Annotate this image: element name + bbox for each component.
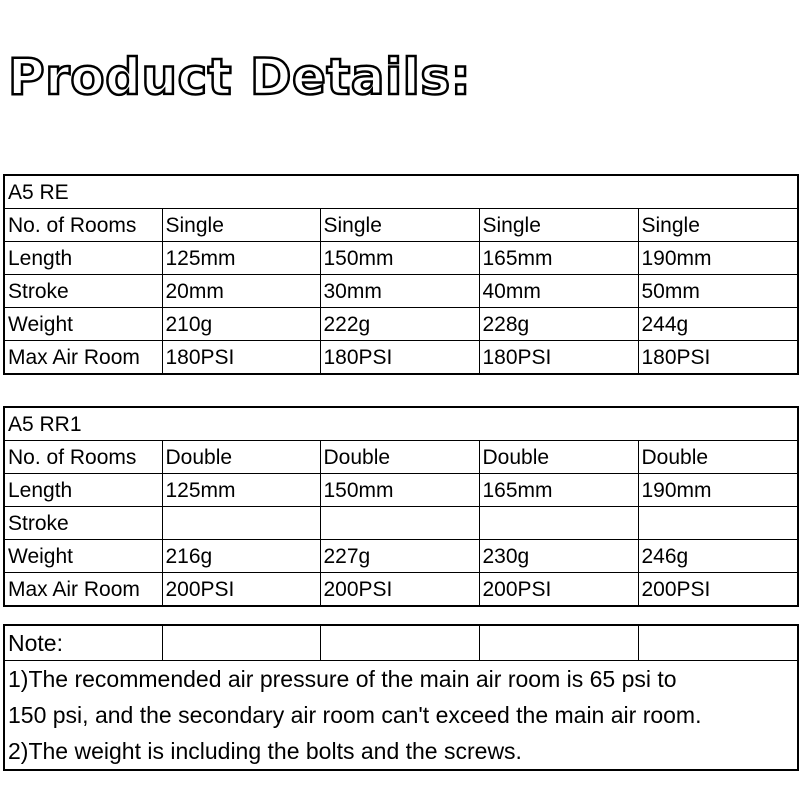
table-cell: 200PSI (479, 573, 638, 607)
table-cell (320, 507, 479, 540)
table-row (4, 242, 798, 275)
row-label: Max Air Room (4, 573, 162, 607)
table-cell: 200PSI (320, 573, 479, 607)
table-cell (638, 507, 798, 540)
table-cell: 244g (638, 308, 798, 341)
table-cell: Double (162, 441, 320, 474)
row-label: Length (4, 474, 162, 507)
row-label: No. of Rooms (4, 441, 162, 474)
table-cell: Single (162, 209, 320, 242)
table-cell: 222g (320, 308, 479, 341)
table-cell: Single (479, 209, 638, 242)
table-cell: 210g (162, 308, 320, 341)
notes-table (3, 624, 799, 771)
table-cell: 228g (479, 308, 638, 341)
table-cell: 50mm (638, 275, 798, 308)
note-row (4, 733, 798, 770)
table-cell: 216g (162, 540, 320, 573)
table-cell: 40mm (479, 275, 638, 308)
row-label: Max Air Room (4, 341, 162, 375)
table-row (4, 308, 798, 341)
table-cell: 230g (479, 540, 638, 573)
table-cell: 150mm (320, 242, 479, 275)
empty-cell (479, 625, 638, 661)
table-cell (162, 507, 320, 540)
row-label: Weight (4, 308, 162, 341)
row-label: Stroke (4, 507, 162, 540)
note-row (4, 697, 798, 733)
table-cell: Single (320, 209, 479, 242)
table-cell: 227g (320, 540, 479, 573)
note-label: Note: (4, 625, 162, 661)
row-label: Weight (4, 540, 162, 573)
row-label: Length (4, 242, 162, 275)
model-name: A5 RE (4, 175, 798, 209)
table-cell: 150mm (320, 474, 479, 507)
table-cell: 30mm (320, 275, 479, 308)
row-label: No. of Rooms (4, 209, 162, 242)
table-row (4, 474, 798, 507)
table-cell: 190mm (638, 242, 798, 275)
note-line: 150 psi, and the secondary air room can't exceed the main air room. (4, 697, 798, 733)
table-cell: 125mm (162, 474, 320, 507)
spec-table-a5-re (3, 174, 799, 375)
table-row (4, 573, 798, 607)
table-cell: 190mm (638, 474, 798, 507)
table-row (4, 341, 798, 375)
table-cell: 165mm (479, 242, 638, 275)
table-row (4, 540, 798, 573)
note-line: 1)The recommended air pressure of the main air room is 65 psi to (4, 661, 798, 698)
table-cell: 180PSI (320, 341, 479, 375)
table-cell: Double (479, 441, 638, 474)
table-cell: 180PSI (162, 341, 320, 375)
table-row (4, 209, 798, 242)
table-cell (479, 507, 638, 540)
table-cell: 246g (638, 540, 798, 573)
model-name: A5 RR1 (4, 407, 798, 441)
table-row (4, 507, 798, 540)
note-row (4, 661, 798, 698)
table-cell: Single (638, 209, 798, 242)
empty-cell (320, 625, 479, 661)
table-row (4, 275, 798, 308)
table-cell: 165mm (479, 474, 638, 507)
empty-cell (638, 625, 798, 661)
table-cell: Double (320, 441, 479, 474)
table-cell: 20mm (162, 275, 320, 308)
table-row (4, 441, 798, 474)
table-header-row (4, 407, 798, 441)
row-label: Stroke (4, 275, 162, 308)
table-cell: 180PSI (638, 341, 798, 375)
table-cell: 200PSI (638, 573, 798, 607)
table-cell: 200PSI (162, 573, 320, 607)
notes-header-row (4, 625, 798, 661)
table-header-row (4, 175, 798, 209)
table-cell: 125mm (162, 242, 320, 275)
table-cell: 180PSI (479, 341, 638, 375)
note-line: 2)The weight is including the bolts and the screws. (4, 733, 798, 770)
spec-table-a5-rr1 (3, 406, 799, 607)
table-cell: Double (638, 441, 798, 474)
page-title: Product Details: (8, 48, 472, 106)
empty-cell (162, 625, 320, 661)
